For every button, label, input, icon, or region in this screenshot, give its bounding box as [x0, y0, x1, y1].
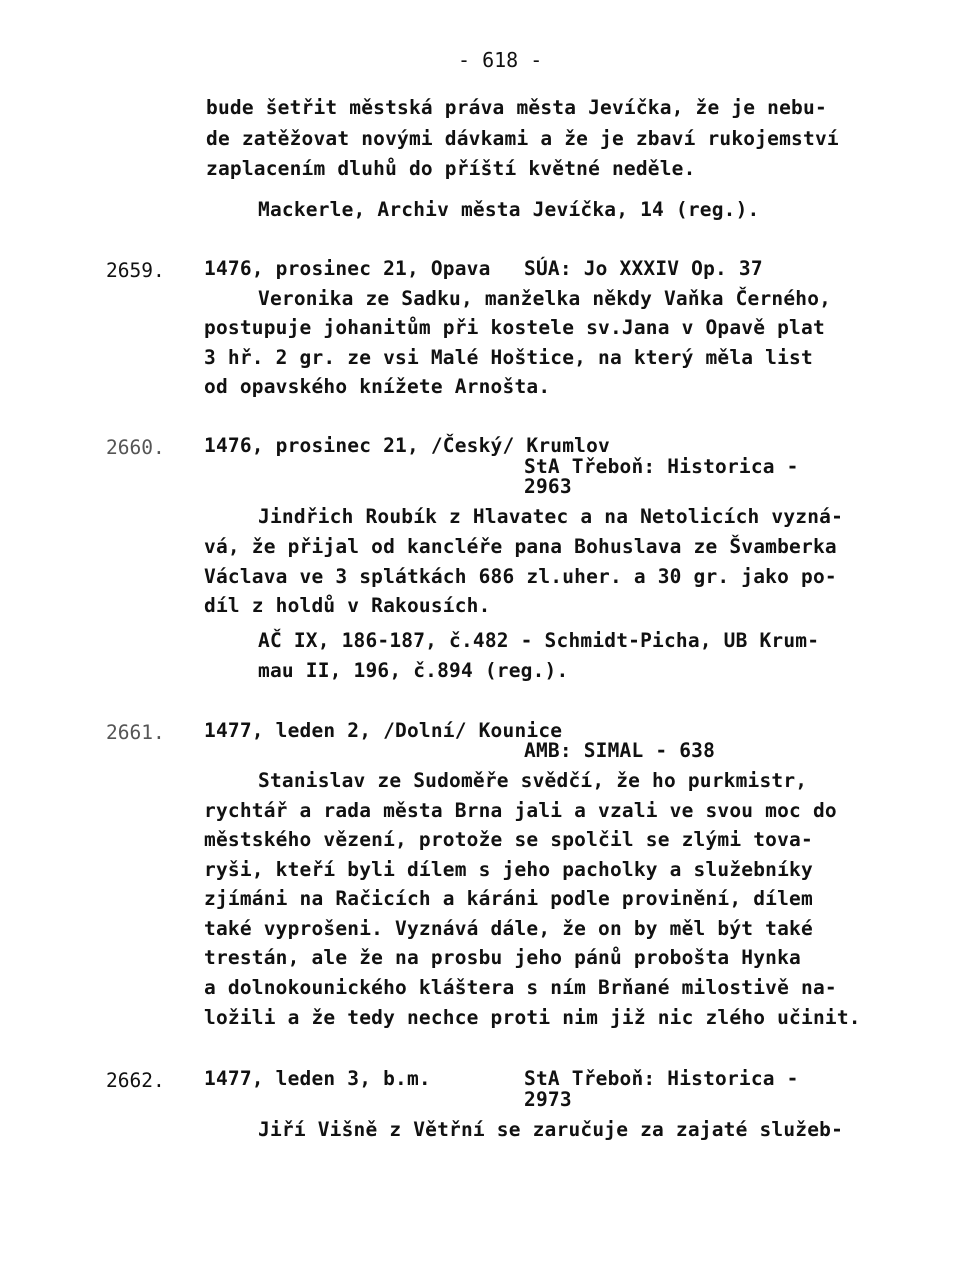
entry-text-line: ryši, kteří byli dílem s jeho pacholky a služebníky	[204, 858, 813, 881]
entry-date-place: 1477, leden 3, b.m.	[204, 1067, 431, 1090]
entry-date-place: 1476, prosinec 21, /Český/ Krumlov	[204, 434, 610, 457]
entry-text-line: městského vězení, protože se spolčil se zlými tova-	[204, 828, 813, 851]
entry-text-line: Jiří Višně z Větřní se zaručuje za zajaté služeb-	[258, 1118, 844, 1141]
entry-archive: SÚA: Jo XXXIV Op. 37	[524, 257, 763, 280]
entry-text-line: také vyprošeni. Vyznává dále, že on by měl být také	[204, 917, 813, 940]
entry-text-line: Stanislav ze Sudoměře svědčí, že ho purkmistr,	[258, 769, 808, 792]
entry-archive-number: 2973	[524, 1088, 572, 1111]
entry-reference-line: AČ IX, 186-187, č.482 - Schmidt-Picha, UB Krum-	[258, 629, 820, 652]
entry-text-line: trestán, ale že na prosbu jeho pánů probošta Hynka	[204, 946, 801, 969]
entry-date-place: 1476, prosinec 21, Opava	[204, 257, 491, 280]
entry-text-line: díl z holdů v Rakousích.	[204, 594, 491, 617]
entry-text-line: od opavského knížete Arnošta.	[204, 375, 551, 398]
intro-line-1: bude šetřit městská práva města Jevíčka, že je nebu-	[206, 96, 827, 119]
entry-text-line: Veronika ze Sadku, manželka někdy Vaňka Černého,	[258, 287, 832, 310]
intro-reference: Mackerle, Archiv města Jevíčka, 14 (reg.).	[258, 198, 760, 221]
entry-archive: AMB: SIMAL - 638	[524, 739, 716, 762]
entry-text-line: zjímáni na Račicích a káráni podle provinění, dílem	[204, 887, 813, 910]
entry-text-line: 3 hř. 2 gr. ze vsi Malé Hoštice, na který měla list	[204, 346, 813, 369]
intro-line-3: zaplacením dluhů do příští květné neděle.	[206, 157, 696, 180]
entry-number: 2661.	[106, 721, 165, 744]
entry-number: 2660.	[106, 436, 165, 459]
entry-text-line: a dolnokounického kláštera s ním Brňané milostivě na-	[204, 976, 837, 999]
entry-text-line: Jindřich Roubík z Hlavatec a na Netolicích vyzná-	[258, 505, 844, 528]
entry-archive: StA Třeboň: Historica -	[524, 1067, 799, 1090]
entry-text-line: vá, že přijal od kancléře pana Bohuslava ze Švamberka	[204, 535, 837, 558]
entry-text-line: rychtář a rada města Brna jali a vzali ve svou moc do	[204, 799, 837, 822]
entry-archive-number: 2963	[524, 475, 572, 498]
entry-date-place: 1477, leden 2, /Dolní/ Kounice	[204, 719, 563, 742]
page-number: - 618 -	[458, 48, 543, 72]
entry-number: 2659.	[106, 259, 165, 282]
intro-line-2: de zatěžovat novými dávkami a že je zbaví rukojemství	[206, 127, 839, 150]
entry-reference-line: mau II, 196, č.894 (reg.).	[258, 659, 569, 682]
entry-text-line: Václava ve 3 splátkách 686 zl.uher. a 30 gr. jako po-	[204, 565, 837, 588]
entry-text-line: ložili a že tedy nechce proti nim již nic zlého učinit.	[204, 1006, 861, 1029]
entry-text-line: postupuje johanitům při kostele sv.Jana v Opavě plat	[204, 316, 825, 339]
entry-archive: StA Třeboň: Historica -	[524, 455, 799, 478]
entry-number: 2662.	[106, 1069, 165, 1092]
